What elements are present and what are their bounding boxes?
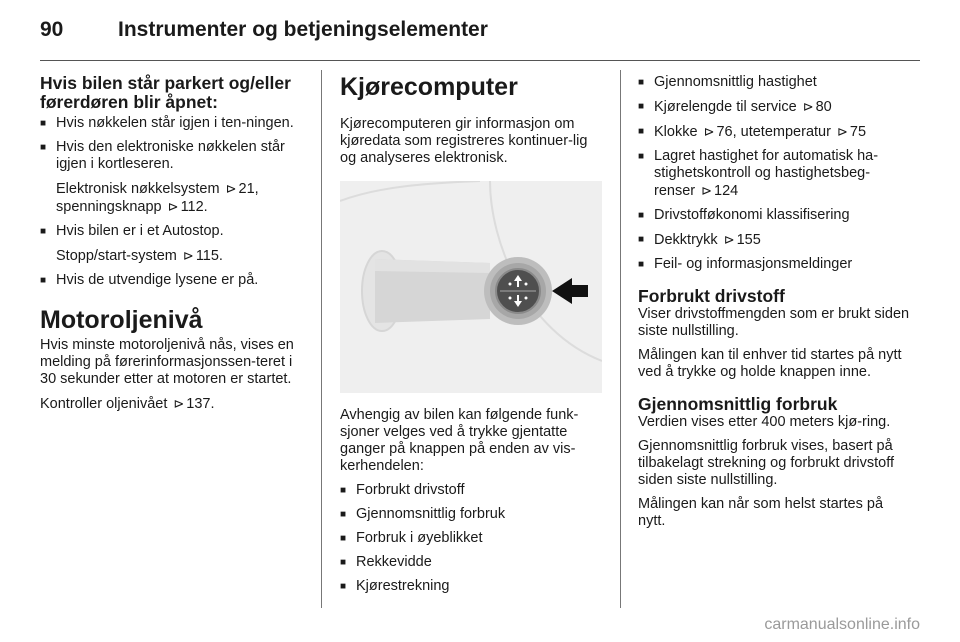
- page-ref: 75: [849, 124, 867, 140]
- column-right: [638, 62, 910, 530]
- wiper-lever-illustration: [340, 181, 602, 393]
- page-ref: 76, utetemperatur: [716, 124, 831, 140]
- list-item: ■ Klokke ⊳ 76, utetemperatur ⊳ 75: [638, 123, 910, 141]
- paragraph: Avhengig av bilen kan følgende funk-sjoner velges ved å trykke gjentatte ganger på knappen på enden av vis-kerhendelen:: [340, 407, 579, 474]
- trip-computer-functions-list-cont: [638, 74, 910, 273]
- column-divider: [321, 70, 322, 608]
- list-item: ■ Forbruk i øyeblikket: [340, 530, 604, 547]
- list-item: ■ Kjørestrekning: [340, 578, 604, 595]
- paragraph: Kjørecomputeren gir informasjon om kjøredata som registreres kontinuer-lig og analyseres elektronisk.: [340, 116, 588, 166]
- page-ref: 115.: [195, 248, 223, 264]
- page-ref: 80: [815, 99, 832, 115]
- section-heading-parked: Hvis bilen står parkert og/eller førerdøren blir åpnet:: [40, 73, 291, 112]
- list-item: ■ Gjennomsnittlig forbruk: [340, 506, 604, 523]
- list-item: ■ Gjennomsnittlig hastighet: [638, 74, 910, 91]
- page-ref-icon: ⊳: [723, 232, 735, 247]
- cross-reference-note: Elektronisk nøkkelsystem ⊳ 21, spenningsknapp ⊳ 112.: [56, 181, 259, 215]
- wiper-lever-drawing: [340, 181, 602, 393]
- page-ref: 21,: [238, 181, 259, 197]
- list-item: ■ Drivstofføkonomi klassifisering: [638, 207, 910, 224]
- page-ref-icon: ⊳: [703, 124, 715, 139]
- warning-conditions-list: [40, 115, 308, 173]
- column-divider: [620, 70, 621, 608]
- list-item: ■ Kjørelengde til service ⊳ 80: [638, 98, 910, 116]
- page-ref: 112.: [180, 199, 208, 215]
- page-header: [40, 18, 488, 48]
- paragraph: Hvis minste motoroljenivå nås, vises en melding på førerinformasjonssen-teret i 30 sekunder etter at motoren er startet.: [40, 337, 294, 387]
- column-middle: [340, 62, 604, 595]
- section-heading-trip-computer: Kjørecomputer: [340, 73, 518, 101]
- page-ref-icon: ⊳: [836, 124, 848, 139]
- watermark: carmanualsonline.info: [764, 616, 920, 633]
- header-rule: [40, 60, 920, 61]
- trip-computer-functions-list: [340, 482, 604, 595]
- page-ref: 124: [714, 183, 739, 199]
- page-ref-icon: ⊳: [167, 199, 179, 214]
- section-heading-fuel-used: Forbrukt drivstoff: [638, 286, 785, 306]
- page-ref-icon: ⊳: [182, 248, 194, 263]
- paragraph: Viser drivstoffmengden som er brukt siden siste nullstilling.: [638, 306, 910, 339]
- list-item: ■ Rekkevidde: [340, 554, 604, 571]
- column-left: [40, 62, 308, 413]
- section-heading-oil-level: Motoroljenivå: [40, 306, 203, 334]
- list-item: ■ Feil- og informasjonsmeldinger: [638, 256, 910, 273]
- page-ref-icon: ⊳: [173, 396, 185, 411]
- page-ref-icon: ⊳: [225, 181, 237, 196]
- list-item: ■ Hvis nøkkelen står igjen i ten-ningen.: [40, 115, 308, 132]
- page-number: 90: [40, 18, 64, 41]
- section-heading-average-consumption: Gjennomsnittlig forbruk: [638, 394, 838, 414]
- page-ref-icon: ⊳: [802, 99, 814, 114]
- list-item: ■ Forbrukt drivstoff: [340, 482, 604, 499]
- list-item: ■ Lagret hastighet for automatisk ha-stighetskontroll og hastighetsbeg-renser ⊳ 124: [638, 148, 910, 200]
- page-title: Instrumenter og betjeningselementer: [118, 18, 488, 41]
- page-ref: 137.: [186, 396, 215, 412]
- paragraph: Målingen kan til enhver tid startes på nytt ved å trykke og holde knappen inne.: [638, 347, 902, 380]
- list-item: ■ Hvis den elektroniske nøkkelen står igjen i kortleseren.: [40, 139, 308, 173]
- page-ref-icon: ⊳: [701, 183, 713, 198]
- paragraph: Målingen kan når som helst startes på nytt.: [638, 496, 884, 529]
- list-item: ■ Dekktrykk ⊳ 155: [638, 231, 910, 249]
- cross-reference-note: Stopp/start-system ⊳ 115.: [56, 248, 223, 264]
- page-ref: 155: [736, 232, 761, 248]
- list-item: ■ Hvis bilen er i et Autostop.: [40, 223, 308, 240]
- list-item: ■ Hvis de utvendige lysene er på.: [40, 272, 308, 289]
- paragraph: Gjennomsnittlig forbruk vises, basert på tilbakelagt strekning og forbrukt drivstoff siden siste nullstilling.: [638, 438, 895, 488]
- paragraph: Kontroller oljenivået ⊳ 137.: [40, 396, 215, 412]
- paragraph: Verdien vises etter 400 meters kjø-ring.: [638, 414, 891, 430]
